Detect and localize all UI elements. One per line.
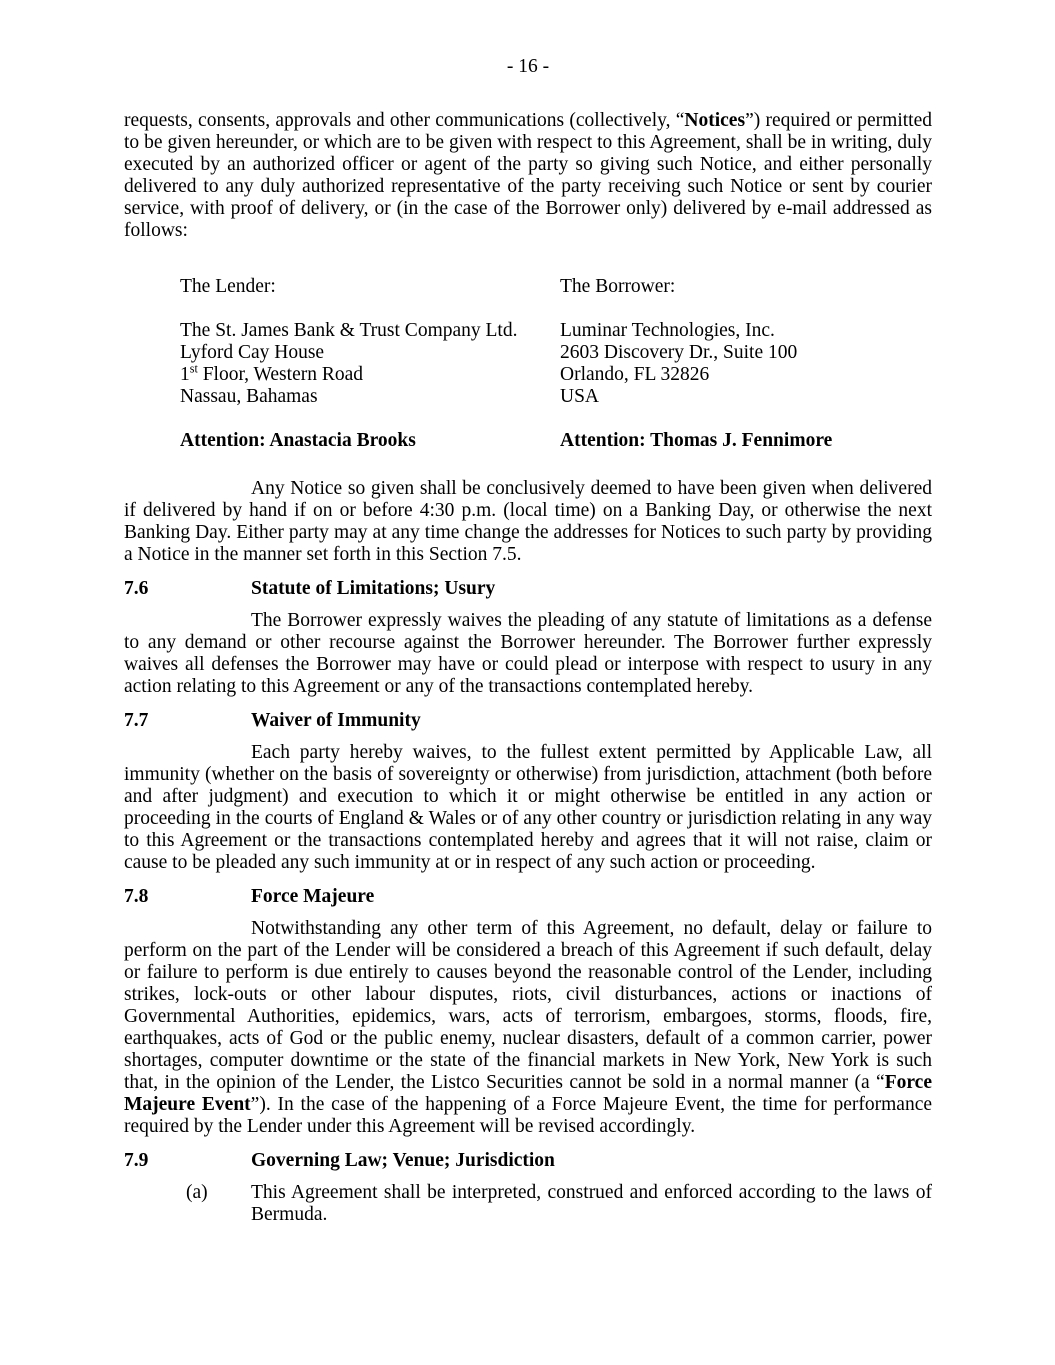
borrower-address-line-1: Luminar Technologies, Inc.: [560, 320, 775, 341]
section-7-8-heading: [124, 886, 932, 908]
section-number: 7.9: [124, 1150, 149, 1171]
page-number: - 16 -: [506, 56, 550, 77]
lender-address-column: [180, 276, 560, 452]
borrower-address-column: [560, 276, 940, 452]
notice-address-block: [180, 276, 932, 452]
lender-address-line-1: The St. James Bank & Trust Company Ltd.: [180, 320, 518, 341]
section-7-7: [124, 710, 932, 874]
borrower-attention: Attention: Thomas J. Fennimore: [560, 430, 833, 451]
section-7-8-body: Notwithstanding any other term of this Agreement, no default, delay or failure to perform on the part of the Lender will be considered a breach of this Agreement if such default, delay or failure to perform is due entirely to causes beyond the reasonable control of the Lender, including strikes, lock-outs or other labour disputes, riots, civil disturbances, actions or inactions of Governmental Authorities, epidemics, wars, acts of terrorism, embargoes, storms, floods, fire, earthquakes, acts of God or the public enemy, nuclear disasters, default of a common carrier, power shortages, computer downtime or the state of the financial markets in New York, New York is such that, in the opinion of the Lender, the Listco Securities cannot be sold in a normal manner (a “Force Majeure Event”). In the case of the happening of a Force Majeure Event, the time for performance required by the Lender under this Agreement will be revised accordingly.: [124, 918, 933, 1137]
section-7-6: [124, 578, 932, 698]
section-number: 7.8: [124, 886, 149, 907]
borrower-address-line-3: Orlando, FL 32826: [560, 364, 710, 385]
lender-address-line-4: Nassau, Bahamas: [180, 386, 318, 407]
section-number: 7.7: [124, 710, 149, 731]
section-7-9-heading: [124, 1150, 932, 1172]
section-7-6-body: The Borrower expressly waives the pleading of any statute of limitations as a defense to any demand or other recourse against the Borrower hereunder. The Borrower further expressly waives all defenses the Borrower may have or could plead or interpose with respect to usury in any action relating to this Agreement or any of the transactions contemplated hereby.: [124, 610, 932, 697]
section-title: Governing Law; Venue; Jurisdiction: [251, 1150, 555, 1171]
notice-delivery-paragraph: Any Notice so given shall be conclusively deemed to have been given when delivered if delivered by hand if on or before 4:30 p.m. (local time) on a Banking Day, or otherwise the next Banking Day. Either party may at any time change the addresses for Notices to such party by providing a Notice in the manner set forth in this Section 7.5.: [124, 478, 932, 565]
borrower-address-line-2: 2603 Discovery Dr., Suite 100: [560, 342, 798, 363]
borrower-label: The Borrower:: [560, 276, 676, 297]
list-item-a: [124, 1182, 932, 1226]
list-item-a-text: This Agreement shall be interpreted, construed and enforced according to the laws of Bermuda.: [251, 1182, 932, 1225]
intro-paragraph: requests, consents, approvals and other communications (collectively, “Notices”) required or permitted to be given hereunder, or which are to be given with respect to this Agreement, shall be in writing, duly executed by an authorized officer or agent of the party so giving such Notice, and either personally delivered to any duly authorized representative of the party receiving such Notice or sent by courier service, with proof of delivery, or (in the case of the Borrower only) delivered by e-mail addressed as follows:: [124, 110, 932, 241]
borrower-address-line-4: USA: [560, 386, 600, 407]
lender-attention: Attention: Anastacia Brooks: [180, 430, 416, 451]
section-7-6-heading: [124, 578, 932, 600]
section-7-9: [124, 1150, 932, 1226]
section-7-7-heading: [124, 710, 932, 732]
lender-address-line-2: Lyford Cay House: [180, 342, 325, 363]
section-7-7-body: Each party hereby waives, to the fullest extent permitted by Applicable Law, all immunity (whether on the basis of sovereignty or otherwise) from jurisdiction, attachment (both before and after judgment) and execution to which it or might otherwise be entitled in any action or proceeding in the courts of England & Wales or of any other country or jurisdiction relating in any way to this Agreement or the transactions contemplated hereby and agrees that it will not raise, claim or cause to be pleaded any such immunity at or in respect of any such action or proceeding.: [124, 742, 932, 873]
section-7-8: [124, 886, 932, 1138]
section-number: 7.6: [124, 578, 149, 599]
section-title: Statute of Limitations; Usury: [251, 578, 496, 599]
list-item-a-marker: (a): [186, 1182, 208, 1203]
section-title: Force Majeure: [251, 886, 375, 907]
lender-label: The Lender:: [180, 276, 276, 297]
section-title: Waiver of Immunity: [251, 710, 421, 731]
lender-address-line-3: 1st Floor, Western Road: [180, 361, 364, 385]
